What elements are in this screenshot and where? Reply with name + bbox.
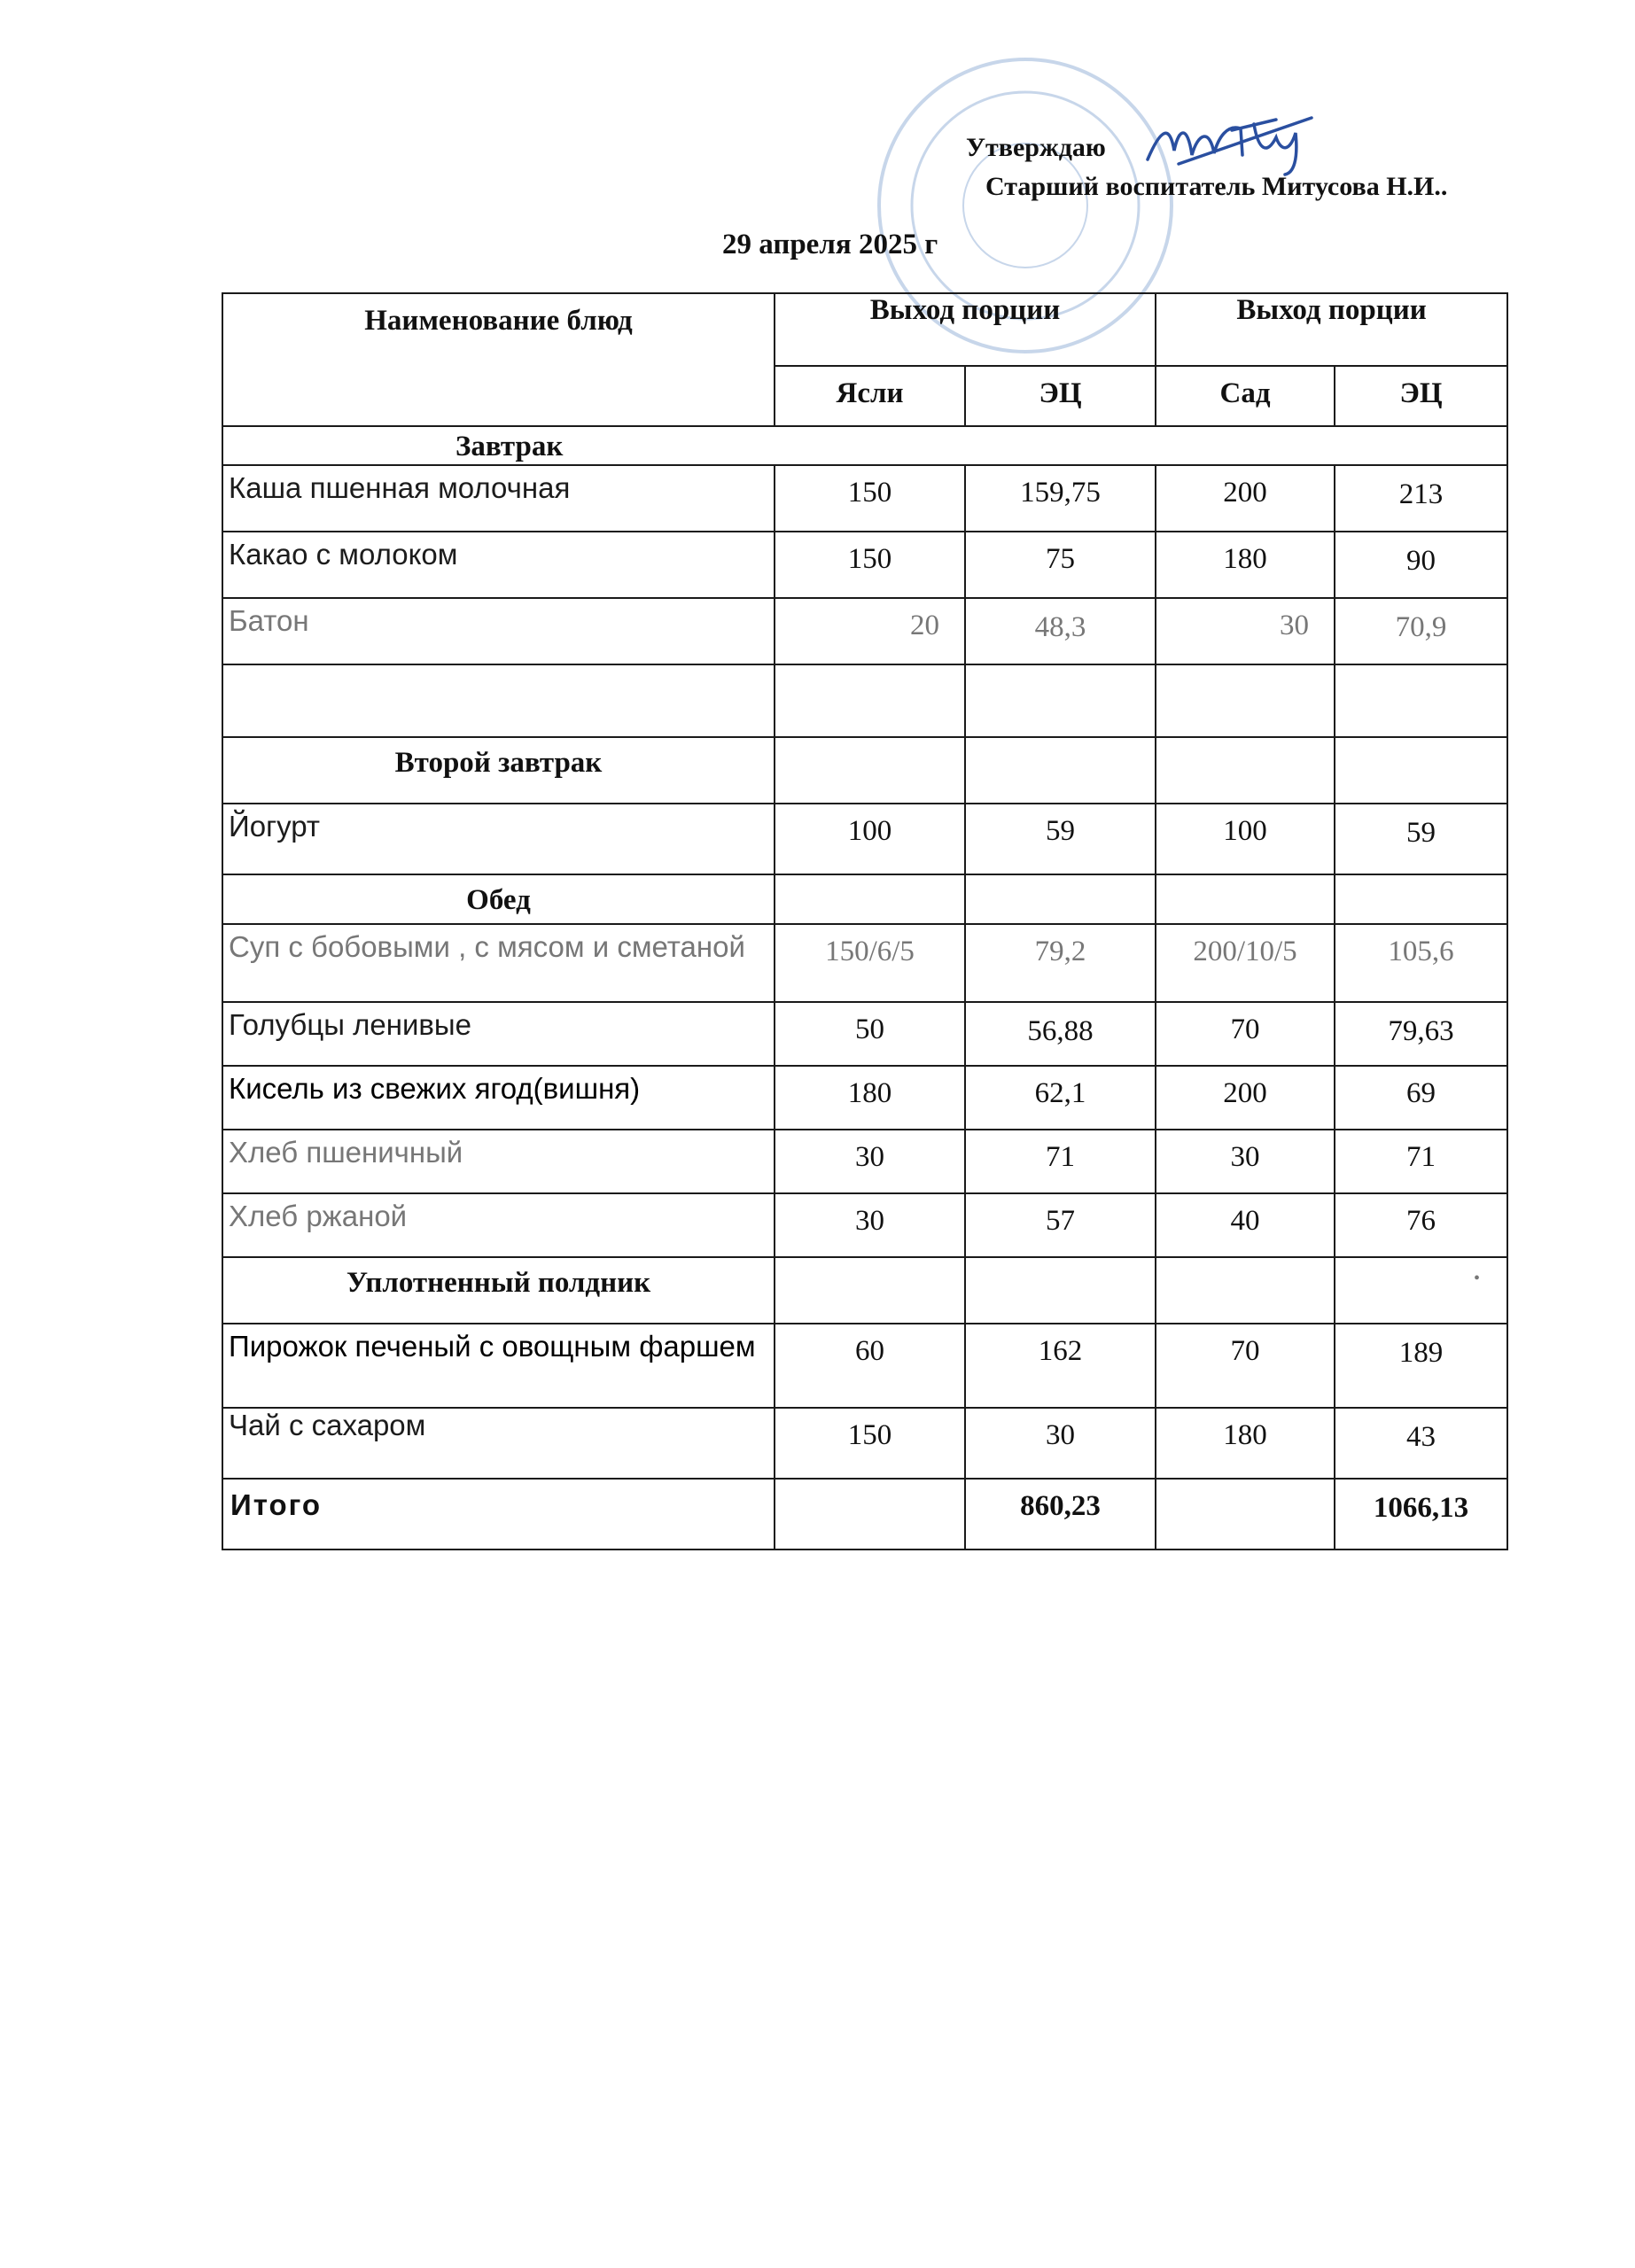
dish-name: Хлеб ржаной bbox=[222, 1193, 775, 1257]
dish-name: Какао с молоком bbox=[222, 532, 775, 598]
cell-garden: 100 bbox=[1156, 804, 1335, 874]
table-row bbox=[222, 532, 1507, 598]
speck: • bbox=[1474, 1269, 1481, 1288]
dish-name: Чай с сахаром bbox=[222, 1408, 775, 1479]
dish-name: Пирожок печеный с овощным фаршем bbox=[222, 1324, 775, 1408]
section-row bbox=[222, 1257, 1507, 1324]
approval-block bbox=[966, 128, 1447, 206]
cell-nursery: 150 bbox=[775, 532, 965, 598]
table-row bbox=[222, 1002, 1507, 1066]
table-row bbox=[222, 465, 1507, 532]
header-ec-2: ЭЦ bbox=[1335, 366, 1507, 426]
cell-garden: 70 bbox=[1156, 1002, 1335, 1066]
approval-title: Утверждаю bbox=[966, 133, 1106, 162]
header-ec-1: ЭЦ bbox=[965, 366, 1156, 426]
dish-name: Голубцы ленивые bbox=[222, 1002, 775, 1066]
cell-nursery: 30 bbox=[775, 1130, 965, 1193]
cell-ec-garden: 76 bbox=[1335, 1193, 1507, 1257]
section-row bbox=[222, 426, 1507, 465]
table-row bbox=[222, 1066, 1507, 1130]
cell-ec-nursery: 59 bbox=[965, 804, 1156, 874]
table-row bbox=[222, 1193, 1507, 1257]
approval-signer: Старший воспитатель Митусова Н.И.. bbox=[985, 172, 1448, 201]
cell-nursery: 150 bbox=[775, 465, 965, 532]
cell-ec-garden: 59 bbox=[1335, 804, 1507, 874]
cell-ec-garden: 43 bbox=[1335, 1408, 1507, 1479]
table-row bbox=[222, 1408, 1507, 1479]
cell-ec-nursery: 48,3 bbox=[965, 598, 1156, 664]
cell-garden: 200/10/5 bbox=[1156, 924, 1335, 1002]
total-label: Итого bbox=[222, 1479, 775, 1550]
header-garden: Сад bbox=[1156, 366, 1335, 426]
section-row bbox=[222, 737, 1507, 804]
section-row bbox=[222, 874, 1507, 924]
dish-name: Каша пшенная молочная bbox=[222, 465, 775, 532]
cell-ec-nursery: 159,75 bbox=[965, 465, 1156, 532]
cell-garden: 180 bbox=[1156, 1408, 1335, 1479]
cell-ec-garden: 213 bbox=[1335, 465, 1507, 532]
cell-ec-nursery: 79,2 bbox=[965, 924, 1156, 1002]
cell-ec-garden: 189 bbox=[1335, 1324, 1507, 1408]
cell-garden: 30 bbox=[1156, 1130, 1335, 1193]
cell-nursery: 30 bbox=[775, 1193, 965, 1257]
cell-ec-nursery: 30 bbox=[965, 1408, 1156, 1479]
cell-nursery: 150 bbox=[775, 1408, 965, 1479]
cell-garden: 70 bbox=[1156, 1324, 1335, 1408]
cell-garden: 200 bbox=[1156, 1066, 1335, 1130]
cell-ec-nursery: 57 bbox=[965, 1193, 1156, 1257]
cell-ec-garden: 90 bbox=[1335, 532, 1507, 598]
cell-nursery: 60 bbox=[775, 1324, 965, 1408]
cell-ec-nursery: 162 bbox=[965, 1324, 1156, 1408]
cell-ec-garden: 105,6 bbox=[1335, 924, 1507, 1002]
header-output-garden: Выход порции bbox=[1156, 293, 1507, 366]
cell-garden: 180 bbox=[1156, 532, 1335, 598]
section-breakfast: Завтрак bbox=[222, 426, 1507, 465]
table-row bbox=[222, 598, 1507, 664]
section-second-breakfast: Второй завтрак bbox=[222, 737, 775, 804]
total-ec-garden: 1066,13 bbox=[1335, 1479, 1507, 1550]
cell-garden: 40 bbox=[1156, 1193, 1335, 1257]
total-row bbox=[222, 1479, 1507, 1550]
dish-name: Кисель из свежих ягод(вишня) bbox=[222, 1066, 775, 1130]
section-snack: Уплотненный полдник bbox=[222, 1257, 775, 1324]
dish-name: Йогурт bbox=[222, 804, 775, 874]
cell-ec-garden: 70,9 bbox=[1335, 598, 1507, 664]
empty-row bbox=[222, 664, 1507, 737]
cell-ec-nursery: 56,88 bbox=[965, 1002, 1156, 1066]
cell-nursery: 150/6/5 bbox=[775, 924, 965, 1002]
header-dish: Наименование блюд bbox=[222, 293, 775, 426]
cell-nursery: 180 bbox=[775, 1066, 965, 1130]
dish-name: Суп с бобовыми , с мясом и сметаной bbox=[222, 924, 775, 1002]
header-output-nursery: Выход порции bbox=[775, 293, 1156, 366]
section-lunch: Обед bbox=[222, 874, 775, 924]
cell-ec-garden: 69 bbox=[1335, 1066, 1507, 1130]
cell-ec-nursery: 62,1 bbox=[965, 1066, 1156, 1130]
total-ec-nursery: 860,23 bbox=[965, 1479, 1156, 1550]
table-row bbox=[222, 1130, 1507, 1193]
table-row bbox=[222, 1324, 1507, 1408]
table-row bbox=[222, 804, 1507, 874]
cell-ec-nursery: 75 bbox=[965, 532, 1156, 598]
table-row bbox=[222, 924, 1507, 1002]
cell-nursery: 100 bbox=[775, 804, 965, 874]
menu-date: 29 апреля 2025 г bbox=[722, 229, 938, 260]
dish-name: Батон bbox=[222, 598, 775, 664]
cell-ec-nursery: 71 bbox=[965, 1130, 1156, 1193]
cell-nursery: 50 bbox=[775, 1002, 965, 1066]
cell-garden: 30 bbox=[1156, 598, 1335, 664]
header-nursery: Ясли bbox=[775, 366, 965, 426]
cell-ec-garden: 71 bbox=[1335, 1130, 1507, 1193]
cell-garden: 200 bbox=[1156, 465, 1335, 532]
menu-table bbox=[222, 292, 1508, 1550]
cell-ec-garden: 79,63 bbox=[1335, 1002, 1507, 1066]
cell-nursery: 20 bbox=[775, 598, 965, 664]
table-header-row bbox=[222, 293, 1507, 366]
dish-name: Хлеб пшеничный bbox=[222, 1130, 775, 1193]
